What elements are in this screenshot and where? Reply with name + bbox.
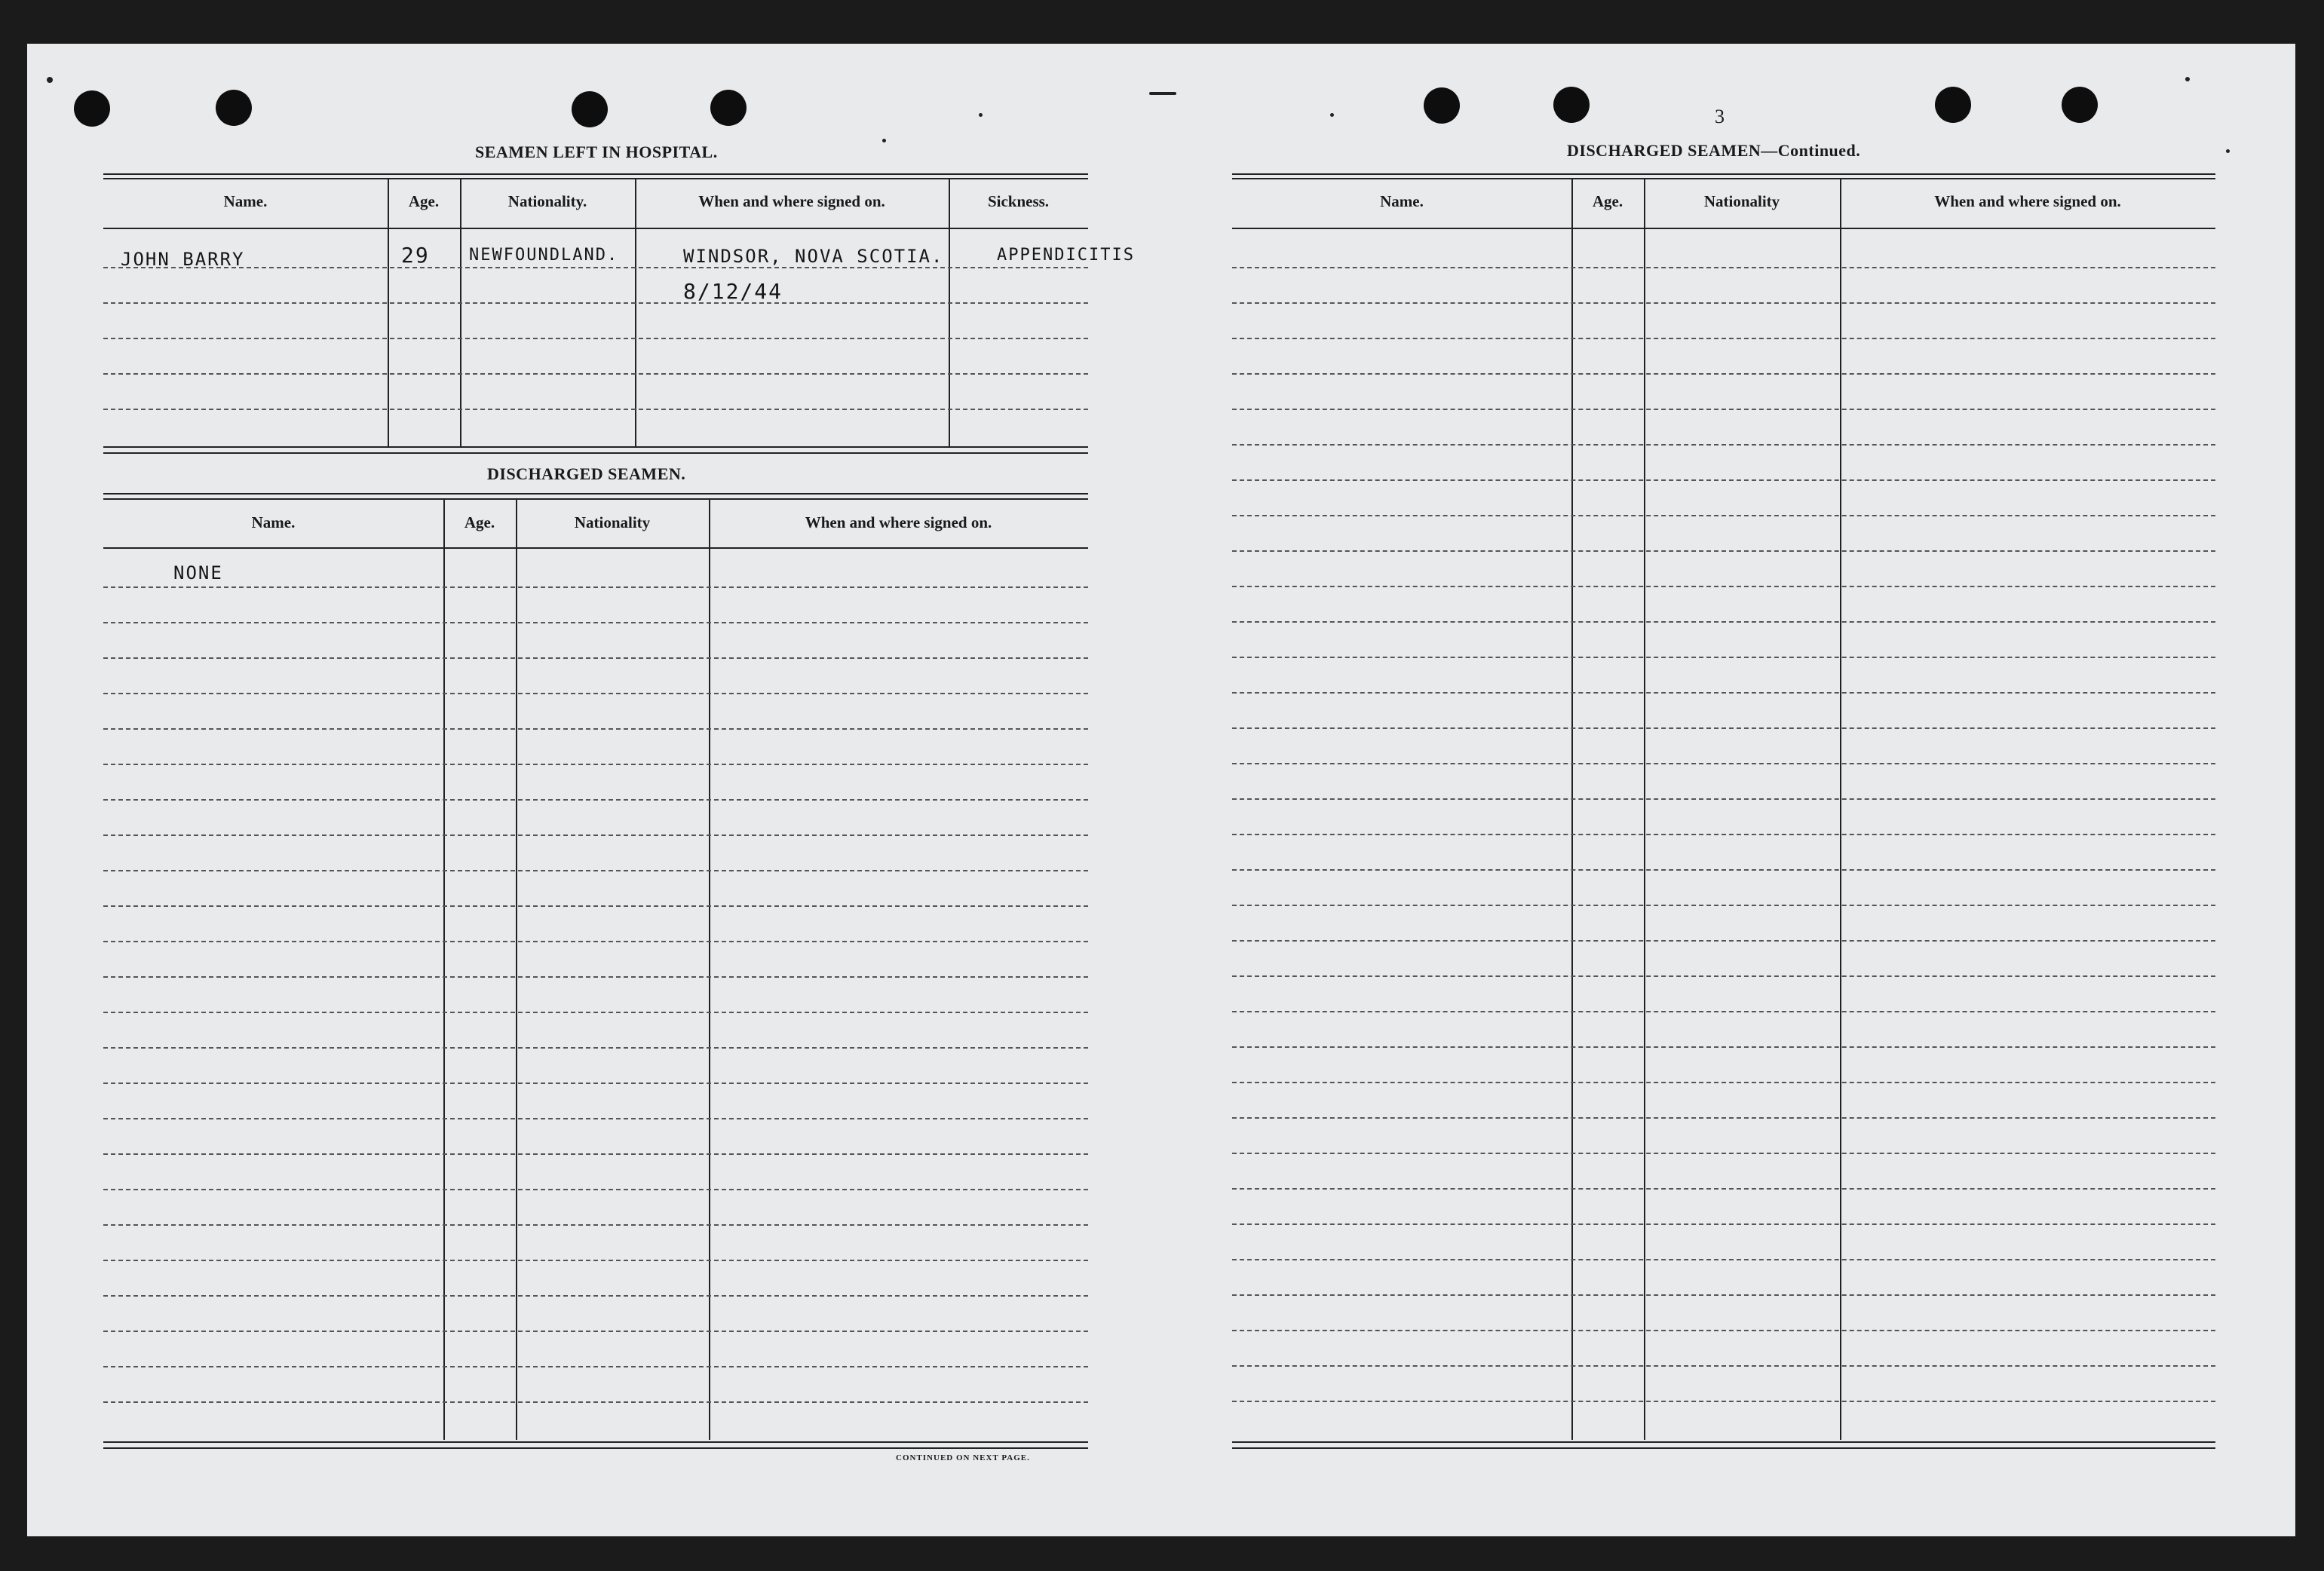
dotted-row-line: [1232, 763, 2215, 764]
discharged-col-name: Name.: [251, 513, 296, 531]
dotted-row-line: [103, 267, 1088, 268]
dotted-row-line: [103, 1295, 1088, 1297]
dotted-row-line: [103, 1153, 1088, 1155]
discharged-entry-name: NONE: [173, 562, 223, 583]
dotted-row-line: [103, 1047, 1088, 1049]
dotted-row-line: [103, 764, 1088, 765]
discharged-continued-title: DISCHARGED SEAMEN—Continued.: [1567, 141, 1861, 160]
dotted-row-line: [103, 622, 1088, 623]
dotted-row-line: [1232, 975, 2215, 977]
hospital-entry-nationality: NEWFOUNDLAND.: [469, 246, 619, 265]
rule: [103, 452, 1088, 454]
rule: [103, 493, 1088, 495]
page-number: 3: [1715, 106, 1725, 127]
punch-hole-icon: [572, 91, 608, 127]
hospital-col-name: Name.: [223, 192, 268, 210]
hospital-col-nationality: Nationality.: [507, 192, 587, 210]
rule: [103, 178, 1088, 179]
column-divider: [1644, 179, 1645, 1440]
hospital-entry-signed-on-place: WINDSOR, NOVA SCOTIA.: [683, 246, 944, 267]
dotted-row-line: [103, 338, 1088, 339]
rule: [103, 1447, 1088, 1449]
punch-hole-icon: [74, 90, 110, 127]
dotted-row-line: [1232, 1188, 2215, 1190]
column-divider: [635, 179, 636, 448]
dotted-row-line: [1232, 267, 2215, 268]
hospital-section-title: SEAMEN LEFT IN HOSPITAL.: [475, 142, 718, 161]
dotted-row-line: [1232, 338, 2215, 339]
rule: [1232, 1441, 2215, 1443]
dotted-row-line: [103, 586, 1088, 588]
column-divider: [709, 500, 710, 1440]
continued-col-nationality: Nationality: [1703, 192, 1780, 210]
continued-col-age: Age.: [1592, 192, 1623, 210]
dust-speck: [2185, 77, 2190, 81]
column-divider: [516, 500, 517, 1440]
dust-speck: [47, 77, 53, 83]
punch-hole-icon: [1935, 87, 1971, 123]
dotted-row-line: [1232, 409, 2215, 410]
column-divider: [1571, 179, 1573, 1440]
dotted-row-line: [1232, 834, 2215, 835]
discharged-col-age: Age.: [464, 513, 495, 531]
dotted-row-line: [1232, 1223, 2215, 1225]
dust-speck: [2226, 149, 2230, 153]
dotted-row-line: [103, 834, 1088, 836]
rule: [1232, 228, 2215, 229]
discharged-col-signed-on: When and where signed on.: [805, 513, 992, 531]
dotted-row-line: [103, 905, 1088, 907]
hospital-entry-signed-on-date: 8/12/44: [683, 279, 783, 304]
rule: [1232, 173, 2215, 175]
continued-col-name: Name.: [1380, 192, 1424, 210]
hospital-entry-sickness: APPENDICITIS: [997, 246, 1135, 265]
rule: [1232, 178, 2215, 179]
rule: [1232, 1447, 2215, 1449]
column-divider: [443, 500, 445, 1440]
dotted-row-line: [1232, 373, 2215, 375]
dotted-row-line: [1232, 444, 2215, 446]
dust-speck: [979, 113, 983, 117]
dotted-row-line: [1232, 798, 2215, 800]
dotted-row-line: [103, 693, 1088, 694]
dotted-row-line: [103, 1012, 1088, 1013]
dotted-row-line: [1232, 479, 2215, 481]
dotted-row-line: [103, 728, 1088, 730]
dotted-row-line: [1232, 692, 2215, 694]
rule: [103, 498, 1088, 500]
discharged-col-nationality: Nationality: [574, 513, 651, 531]
hospital-entry-age: 29: [401, 243, 430, 268]
dotted-row-line: [1232, 586, 2215, 587]
dust-speck: [1149, 92, 1176, 95]
rule: [103, 446, 1088, 448]
punch-hole-icon: [216, 90, 252, 126]
dotted-row-line: [103, 1189, 1088, 1190]
dotted-row-line: [1232, 1011, 2215, 1012]
dotted-row-line: [1232, 869, 2215, 871]
discharged-section-title: DISCHARGED SEAMEN.: [487, 464, 686, 483]
column-divider: [949, 179, 950, 448]
dotted-row-line: [1232, 621, 2215, 623]
continued-footnote: CONTINUED ON NEXT PAGE.: [896, 1453, 1030, 1462]
dotted-row-line: [103, 1118, 1088, 1119]
column-divider: [388, 179, 389, 448]
dotted-row-line: [103, 799, 1088, 801]
dust-speck: [1330, 113, 1334, 117]
column-divider: [460, 179, 461, 448]
dotted-row-line: [103, 302, 1088, 304]
dotted-row-line: [103, 1224, 1088, 1226]
hospital-col-sickness: Sickness.: [987, 192, 1050, 210]
dotted-row-line: [1232, 1259, 2215, 1260]
dotted-row-line: [103, 1331, 1088, 1332]
dotted-row-line: [1232, 1082, 2215, 1083]
dotted-row-line: [1232, 550, 2215, 552]
dotted-row-line: [1232, 1401, 2215, 1402]
dotted-row-line: [1232, 302, 2215, 304]
dotted-row-line: [1232, 657, 2215, 658]
dotted-row-line: [103, 373, 1088, 375]
dotted-row-line: [1232, 1117, 2215, 1119]
hospital-col-signed-on: When and where signed on.: [698, 192, 885, 210]
dotted-row-line: [1232, 1046, 2215, 1048]
punch-hole-icon: [1424, 87, 1460, 124]
continued-col-signed-on: When and where signed on.: [1934, 192, 2121, 210]
dotted-row-line: [103, 941, 1088, 942]
punch-hole-icon: [2062, 87, 2098, 123]
hospital-col-age: Age.: [408, 192, 440, 210]
dotted-row-line: [103, 1260, 1088, 1261]
dotted-row-line: [1232, 905, 2215, 906]
dotted-row-line: [1232, 1365, 2215, 1367]
punch-hole-icon: [1553, 87, 1590, 123]
dotted-row-line: [1232, 727, 2215, 729]
dotted-row-line: [1232, 1153, 2215, 1154]
dotted-row-line: [103, 1366, 1088, 1367]
dotted-row-line: [103, 870, 1088, 871]
dotted-row-line: [103, 657, 1088, 659]
rule: [103, 173, 1088, 175]
rule: [103, 1441, 1088, 1443]
hospital-entry-name: JOHN BARRY: [121, 249, 245, 270]
dust-speck: [882, 139, 886, 142]
dotted-row-line: [1232, 1330, 2215, 1331]
dotted-row-line: [1232, 1294, 2215, 1296]
dotted-row-line: [103, 409, 1088, 410]
punch-hole-icon: [710, 90, 747, 126]
dotted-row-line: [103, 976, 1088, 978]
dotted-row-line: [103, 1083, 1088, 1084]
rule: [103, 228, 1088, 229]
dotted-row-line: [1232, 515, 2215, 516]
column-divider: [1840, 179, 1841, 1440]
dotted-row-line: [1232, 940, 2215, 942]
dotted-row-line: [103, 1401, 1088, 1403]
rule: [103, 547, 1088, 549]
